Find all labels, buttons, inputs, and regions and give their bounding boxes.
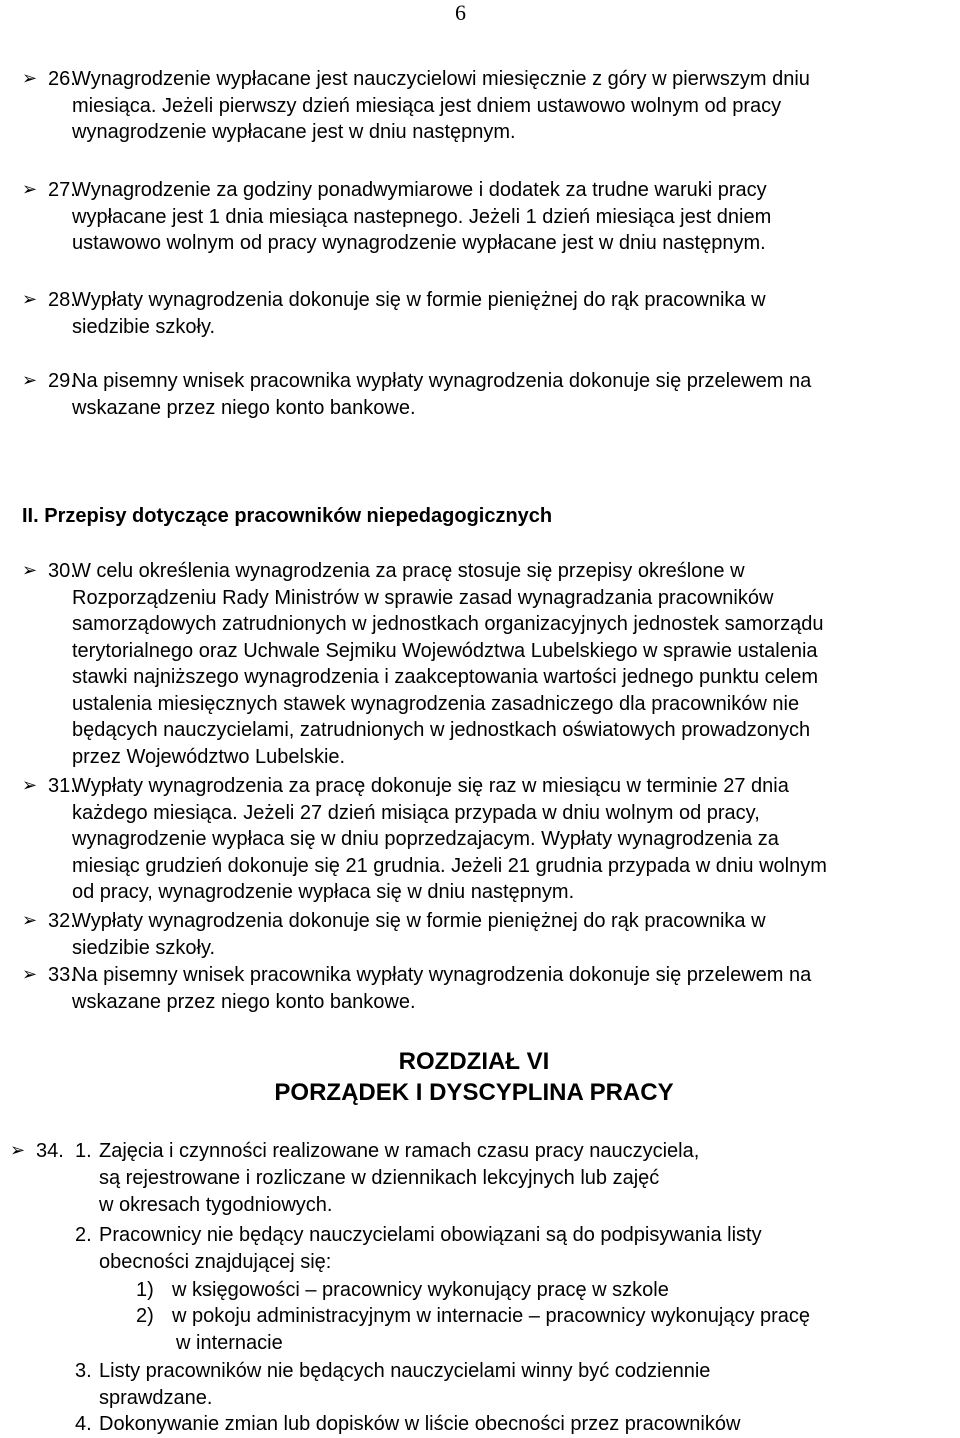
arrow-bullet-icon: ➢: [22, 775, 38, 796]
item-number: 34.: [36, 1140, 64, 1162]
item-line: samorządowych zatrudnionych w jednostkach organizacyjnych jednostek samorządu: [72, 613, 824, 635]
item-line: miesiąc grudzień dokonuje się 21 grudnia. Jeżeli 21 grudnia przypada w dniu wolnym: [72, 854, 827, 877]
item-line: Rozporządzeniu Rady Ministrów w sprawie zasad wynagradzania pracowników: [72, 586, 774, 609]
item-line: siedzibie szkoły.: [72, 936, 216, 959]
sub-item-number: 2): [136, 1305, 154, 1327]
sub-item-line: w pokoju administracyjnym w internacie – pracownicy wykonujący pracę: [172, 1305, 811, 1327]
item-line: W celu określenia wynagrodzenia za pracę stosuje się przepisy określone w: [72, 560, 745, 582]
paragraph-number: 3.: [75, 1360, 92, 1382]
item-line: miesiąca. Jeżeli pierwszy dzień miesiąca jest dniem ustawowo wolnym od pracy: [72, 94, 782, 117]
item-number: 33.: [48, 964, 76, 986]
arrow-bullet-icon: ➢: [22, 68, 38, 89]
paragraph-4: Dokonywanie zmian lub dopisków w liście obecności przez pracowników: [99, 1413, 741, 1435]
arrow-bullet-icon: ➢: [22, 179, 38, 200]
item-number: 28.: [48, 289, 76, 311]
arrow-bullet-icon: ➢: [22, 964, 38, 985]
item-line: będących nauczycielami, zatrudnionych w jednostkach oświatowych prowadzonych: [72, 719, 811, 741]
item-line: wynagrodzenie wypłaca się w dniu poprzedzajacym. Wypłaty wynagrodzenia za: [72, 828, 779, 850]
item-line: stawki najniższego wynagrodzenia i zaakceptowania wartości jednego punktu celem: [72, 666, 818, 688]
item-number: 26.: [48, 68, 76, 90]
item-line: wskazane przez niego konto bankowe.: [72, 990, 416, 1013]
item-number: 30.: [48, 560, 76, 582]
sub-item-line: w internacie: [176, 1331, 283, 1354]
paragraph-line: obecności znajdującej się:: [99, 1250, 332, 1273]
section-title: II. Przepisy dotyczące pracowników niepedagogicznych: [22, 505, 553, 527]
page-number: 6: [455, 0, 466, 25]
item-line: wskazane przez niego konto bankowe.: [72, 396, 416, 419]
item-number: 32.: [48, 910, 76, 932]
item-line: ustawowo wolnym od pracy wynagrodzenie wypłacane jest w dniu następnym.: [72, 232, 766, 254]
sub-item-number: 1): [136, 1279, 154, 1301]
paragraph-line: są rejestrowane i rozliczane w dziennikach lekcyjnych lub zajęć: [99, 1167, 660, 1189]
paragraph-number: 1.: [75, 1140, 92, 1162]
item-line: Wynagrodzenie za godziny ponadwymiarowe i dodatek za trudne waruki pracy: [72, 179, 767, 201]
item-line: terytorialnego oraz Uchwale Sejmiku Województwa Lubelskiego w sprawie ustalenia: [72, 639, 818, 662]
arrow-bullet-icon: ➢: [22, 370, 38, 391]
item-line: wynagrodzenie wypłacane jest w dniu następnym.: [72, 121, 516, 143]
item-line: każdego miesiąca. Jeżeli 27 dzień misiąca przypada w dniu wolnym od pracy,: [72, 801, 760, 824]
item-line: Wypłaty wynagrodzenia dokonuje się w formie pieniężnej do rąk pracownika w: [72, 289, 766, 311]
paragraph-1: [99, 1138, 939, 1165]
paragraph-1-cont: [99, 1165, 939, 1218]
arrow-bullet-icon: ➢: [10, 1140, 26, 1161]
item-line: Wypłaty wynagrodzenia dokonuje się w formie pieniężnej do rąk pracownika w: [72, 910, 766, 932]
item-number: 31.: [48, 775, 76, 797]
item-line: siedzibie szkoły.: [72, 315, 216, 338]
item-number: 27.: [48, 179, 76, 201]
paragraph-number: 2.: [75, 1224, 92, 1246]
chapter-heading-line2: PORZĄDEK I DYSCYPLINA PRACY: [274, 1079, 674, 1106]
item-number: 29.: [48, 370, 76, 392]
item-line: Wypłaty wynagrodzenia za pracę dokonuje się raz w miesiącu w terminie 27 dnia: [72, 775, 789, 797]
sub-item-2: [172, 1303, 942, 1356]
item-line: od pracy, wynagrodzenie wypłaca się w dniu następnym.: [72, 881, 575, 903]
paragraph-line: Zajęcia i czynności realizowane w ramach czasu pracy nauczyciela,: [99, 1140, 700, 1162]
paragraph-2: [99, 1222, 939, 1275]
arrow-bullet-icon: ➢: [22, 289, 38, 310]
chapter-heading-line1: ROZDZIAŁ VI: [398, 1048, 550, 1075]
item-line: Na pisemny wnisek pracownika wypłaty wynagrodzenia dokonuje się przelewem na: [72, 370, 812, 392]
sub-item-1: w księgowości – pracownicy wykonujący pracę w szkole: [172, 1279, 669, 1301]
item-line: przez Województwo Lubelskie.: [72, 745, 346, 768]
arrow-bullet-icon: ➢: [22, 560, 38, 581]
item-line: ustalenia miesięcznych stawek wynagrodzenia zasadniczego dla pracowników nie: [72, 692, 800, 715]
item-line: Na pisemny wnisek pracownika wypłaty wynagrodzenia dokonuje się przelewem na: [72, 964, 812, 986]
paragraph-line: sprawdzane.: [99, 1386, 213, 1409]
paragraph-3: [99, 1358, 939, 1411]
paragraph-line: w okresach tygodniowych.: [99, 1193, 333, 1216]
paragraph-line: Listy pracowników nie będących nauczycielami winny być codziennie: [99, 1360, 711, 1382]
item-line: Wynagrodzenie wypłacane jest nauczycielowi miesięcznie z góry w pierwszym dniu: [72, 68, 810, 90]
arrow-bullet-icon: ➢: [22, 910, 38, 931]
item-line: wypłacane jest 1 dnia miesiąca nastepnego. Jeżeli 1 dzień miesiąca jest dniem: [72, 205, 772, 228]
paragraph-line: Pracownicy nie będący nauczycielami obowiązani są do podpisywania listy: [99, 1224, 762, 1246]
paragraph-number: 4.: [75, 1413, 92, 1435]
